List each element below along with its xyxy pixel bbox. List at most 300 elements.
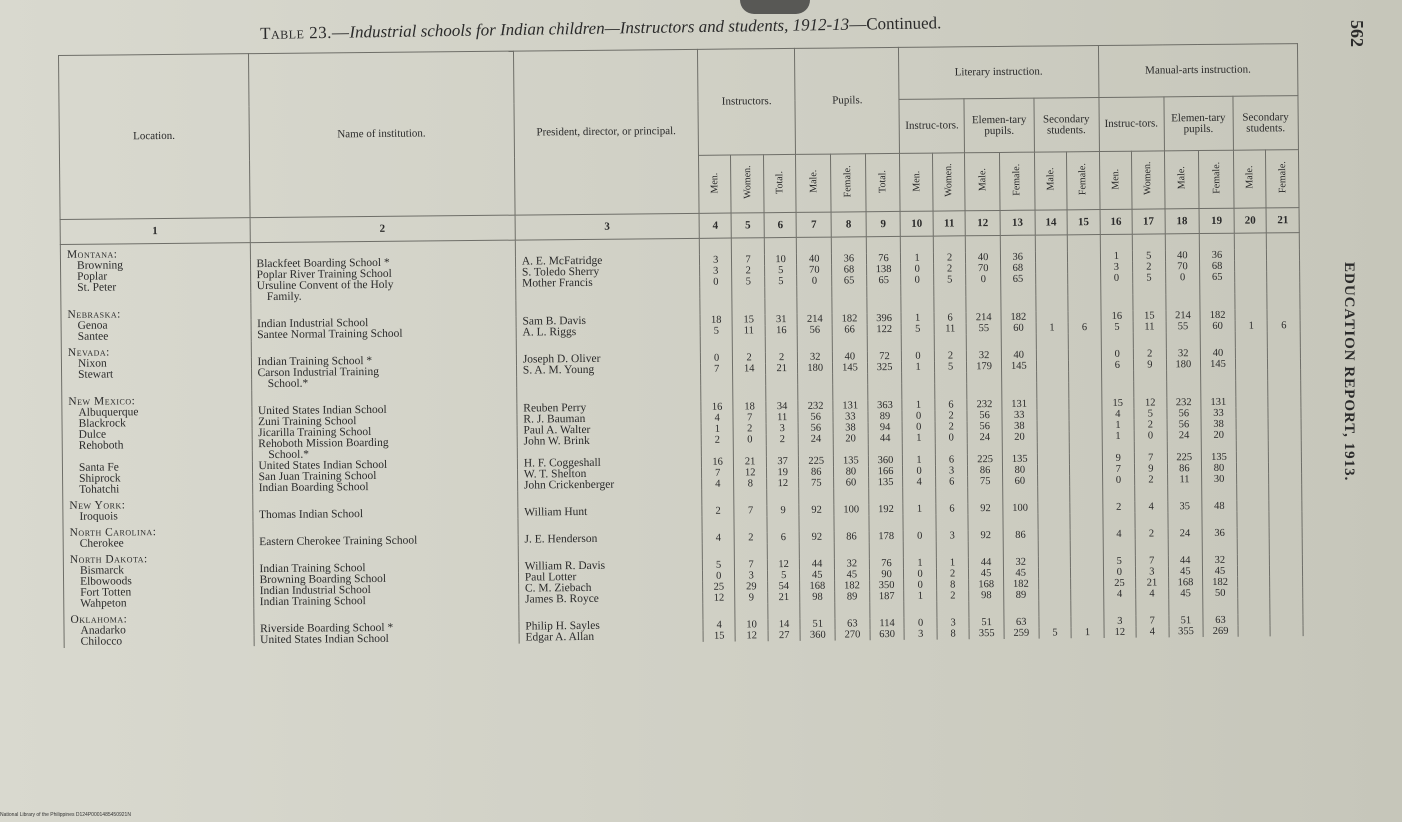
empty-cell [1168, 599, 1203, 615]
value-cell: 65 [1200, 272, 1235, 283]
value-cell: 4 [1103, 589, 1136, 600]
empty-cell [1070, 540, 1103, 556]
empty-cell [1202, 539, 1237, 555]
empty-cell [1101, 371, 1134, 382]
president-name: Sam B. Davis [516, 315, 700, 328]
value-cell: 1 [1036, 322, 1069, 333]
column-number: 6 [764, 212, 797, 237]
value-cell: 36 [1202, 528, 1237, 539]
value-cell: 630 [870, 629, 905, 640]
value-cell: 3 [937, 617, 970, 628]
empty-cell [1103, 540, 1136, 556]
value-cell: 44 [868, 433, 903, 444]
value-cell: 80 [1002, 465, 1037, 476]
value-cell: 1 [902, 400, 935, 411]
empty-cell [1201, 370, 1236, 381]
empty-cell [901, 236, 934, 253]
value-cell: 24 [1167, 430, 1202, 441]
value-cell: 350 [869, 580, 904, 591]
empty-cell [1201, 441, 1236, 452]
value-cell [1037, 409, 1070, 420]
value-cell [1070, 529, 1103, 540]
value-cell [1237, 587, 1270, 598]
value-cell: 0 [1165, 272, 1200, 283]
column-number: 14 [1035, 210, 1068, 235]
empty-cell [1003, 541, 1038, 557]
value-cell: 45 [1168, 566, 1203, 577]
value-cell: 33 [1201, 408, 1236, 419]
value-cell: 20 [1201, 430, 1236, 441]
empty-cell [1135, 512, 1168, 528]
value-cell: 12 [767, 478, 800, 489]
value-cell: 32 [967, 350, 1002, 361]
subheader-total: Total. [763, 154, 796, 212]
value-cell: 5 [901, 324, 934, 335]
header-literary: Literary instruction. [899, 46, 1099, 100]
value-cell: 12 [734, 467, 767, 478]
value-cell: 145 [1001, 361, 1036, 372]
value-cell: 1 [903, 433, 936, 444]
empty-cell [901, 286, 934, 297]
value-cell: 76 [866, 253, 901, 264]
value-cell: 2 [766, 434, 799, 445]
empty-cell [797, 237, 832, 254]
value-cell: 225 [968, 454, 1003, 465]
value-cell [1234, 249, 1267, 260]
value-cell: 16 [701, 457, 734, 468]
value-cell [1235, 358, 1268, 369]
empty-cell [799, 489, 834, 505]
value-cell: 1 [936, 557, 969, 568]
value-cell [1035, 251, 1068, 262]
value-cell: 1 [903, 455, 936, 466]
empty-cell [733, 385, 766, 401]
empty-cell [831, 237, 866, 254]
value-cell: 94 [868, 422, 903, 433]
empty-cell [1069, 442, 1102, 453]
empty-cell [519, 604, 703, 622]
value-cell: 20 [1002, 432, 1037, 443]
subheader-men: Men. [900, 153, 933, 211]
value-cell: 3 [735, 570, 768, 581]
empty-cell [1036, 333, 1069, 349]
empty-cell [1000, 235, 1035, 252]
empty-cell [934, 334, 967, 350]
value-cell: 24 [1168, 528, 1203, 539]
empty-cell [867, 297, 902, 313]
empty-cell [968, 514, 1003, 530]
empty-cell [1035, 284, 1068, 295]
value-cell: 8 [936, 579, 969, 590]
value-cell: 18 [700, 315, 733, 326]
value-cell: 178 [869, 531, 904, 542]
value-cell: 65 [1001, 274, 1036, 285]
value-cell: 80 [834, 466, 869, 477]
value-cell: 32 [834, 558, 869, 569]
value-cell: 1 [1071, 627, 1104, 638]
empty-cell [1035, 295, 1068, 311]
value-cell: 0 [904, 569, 937, 580]
value-cell [1238, 614, 1271, 625]
value-cell: 48 [1202, 501, 1237, 512]
value-cell: 10 [735, 619, 768, 630]
value-cell: 4 [1136, 588, 1169, 599]
value-cell: 135 [833, 455, 868, 466]
value-cell: 182 [1001, 312, 1036, 323]
empty-cell [936, 541, 969, 557]
header-man-secondary: Secondary students. [1233, 96, 1299, 151]
value-cell: 9 [1135, 463, 1168, 474]
value-cell: 2 [733, 423, 766, 434]
value-cell: 3 [936, 530, 969, 541]
empty-cell [734, 489, 767, 505]
empty-cell [1269, 484, 1302, 500]
location-name: Shiprock [63, 472, 253, 485]
value-cell: 16 [701, 402, 734, 413]
empty-cell [1236, 380, 1269, 396]
value-cell: 7 [701, 468, 734, 479]
value-cell: 114 [870, 618, 905, 629]
subheader-male: Male. [796, 154, 831, 212]
subheader-male: Male. [1034, 152, 1067, 210]
value-cell [1070, 502, 1103, 513]
empty-cell [518, 544, 702, 562]
value-cell [1267, 249, 1300, 260]
value-cell: 0 [966, 274, 1001, 285]
value-cell: 51 [800, 619, 835, 630]
empty-cell [867, 373, 902, 384]
value-cell: 9 [735, 592, 768, 603]
value-cell: 11 [1167, 474, 1202, 485]
value-cell: 40 [966, 252, 1001, 263]
value-cell: 2 [1133, 261, 1166, 272]
value-cell: 89 [835, 591, 870, 602]
value-cell [1070, 556, 1103, 567]
empty-cell [1269, 511, 1302, 527]
value-cell: 63 [1203, 615, 1238, 626]
president-name: Mother Francis [516, 277, 700, 290]
location-name: Santee [61, 330, 251, 343]
subheader-female: Female. [1067, 152, 1100, 210]
president-name: R. J. Bauman [517, 413, 701, 426]
empty-cell [1101, 382, 1134, 398]
empty-cell [1238, 598, 1271, 614]
empty-cell [1237, 538, 1270, 554]
subheader-men: Men. [698, 155, 731, 213]
value-cell: 89 [1004, 590, 1039, 601]
value-cell: 3 [1104, 616, 1137, 627]
value-cell: 25 [1103, 578, 1136, 589]
value-cell: 2 [936, 568, 969, 579]
value-cell: 6 [1101, 360, 1134, 371]
value-cell: 45 [1168, 588, 1203, 599]
value-cell: 5 [1039, 627, 1072, 638]
value-cell: 32 [1003, 557, 1038, 568]
empty-cell [1002, 383, 1037, 399]
institution-name: United States Indian School [251, 404, 516, 418]
value-cell [1037, 464, 1070, 475]
value-cell: 16 [765, 325, 798, 336]
empty-cell [1270, 598, 1303, 614]
empty-cell [1202, 485, 1237, 501]
location-name: Wahpeton [64, 597, 254, 610]
empty-cell [700, 337, 733, 353]
empty-cell [799, 516, 834, 532]
empty-cell [968, 487, 1003, 503]
header-lit-secondary: Secondary students. [1034, 98, 1099, 153]
value-cell: 14 [733, 363, 766, 374]
empty-cell [766, 445, 799, 456]
state-name: New Mexico: [62, 390, 252, 408]
value-cell: 21 [734, 456, 767, 467]
empty-cell [1200, 283, 1235, 294]
president-name: John W. Brink [517, 435, 701, 448]
value-cell [1069, 360, 1102, 371]
location-name: Nixon [61, 357, 251, 370]
value-cell [1238, 625, 1271, 636]
state-name: Nebraska: [61, 303, 251, 321]
header-pupils: Pupils. [795, 47, 900, 154]
empty-cell [967, 383, 1002, 399]
empty-cell [1234, 233, 1267, 250]
empty-cell [868, 488, 903, 504]
value-cell: 2 [1135, 528, 1168, 539]
column-number: 13 [1000, 210, 1035, 235]
empty-cell [765, 287, 798, 298]
value-cell: 29 [735, 581, 768, 592]
value-cell [1036, 360, 1069, 371]
value-cell: 54 [767, 581, 800, 592]
value-cell: 325 [867, 362, 902, 373]
value-cell: 0 [734, 434, 767, 445]
value-cell: 6 [767, 532, 800, 543]
header-manual: Manual-arts instruction. [1098, 44, 1298, 98]
value-cell: 33 [833, 411, 868, 422]
value-cell: 56 [967, 410, 1002, 421]
value-cell: 1 [901, 313, 934, 324]
value-cell: 45 [1203, 566, 1238, 577]
empty-cell [1236, 440, 1269, 451]
value-cell: 24 [799, 434, 834, 445]
value-cell [1037, 420, 1070, 431]
value-cell: 100 [834, 504, 869, 515]
value-cell: 5 [1132, 250, 1165, 261]
empty-cell [767, 543, 800, 559]
value-cell: 80 [1202, 463, 1237, 474]
subheader-male: Male. [965, 152, 1000, 210]
empty-cell [832, 297, 867, 313]
president-name: Edgar A. Allan [519, 631, 703, 644]
value-cell: 4 [702, 533, 735, 544]
value-cell: 5 [1133, 272, 1166, 283]
value-cell [1269, 451, 1302, 462]
value-cell: 6 [1267, 320, 1300, 331]
value-cell: 1 [904, 591, 937, 602]
value-cell: 2 [765, 352, 798, 363]
value-cell: 60 [1003, 476, 1038, 487]
value-cell: 2 [733, 352, 766, 363]
institution-name-continued: Family. [250, 290, 515, 304]
value-cell: 11 [1133, 321, 1166, 332]
value-cell: 12 [767, 559, 800, 570]
value-cell: 51 [969, 617, 1004, 628]
empty-cell [968, 443, 1003, 454]
value-cell [1268, 429, 1301, 440]
value-cell: 45 [1003, 568, 1038, 579]
empty-cell [1002, 372, 1037, 383]
empty-cell [1004, 601, 1039, 617]
value-cell: 86 [834, 531, 869, 542]
value-cell: 0 [1101, 349, 1134, 360]
empty-cell [832, 335, 867, 351]
empty-cell [1037, 442, 1070, 453]
value-cell [1237, 554, 1270, 565]
value-cell: 68 [1000, 263, 1035, 274]
empty-cell [868, 444, 903, 455]
header-instructors: Instructors. [697, 48, 795, 155]
value-cell [1069, 420, 1102, 431]
value-cell [1267, 260, 1300, 271]
empty-cell [515, 238, 699, 256]
value-cell: 6 [935, 454, 968, 465]
value-cell: 131 [1201, 397, 1236, 408]
value-cell: 0 [903, 531, 936, 542]
institution-name-continued: School.* [251, 377, 516, 391]
empty-cell [934, 285, 967, 296]
value-cell: 51 [1168, 615, 1203, 626]
location-name: Blackrock [62, 417, 252, 430]
location-name: Bismarck [63, 564, 253, 577]
value-cell [1038, 529, 1071, 540]
value-cell: 135 [1002, 454, 1037, 465]
empty-cell [1038, 600, 1071, 616]
column-number: 16 [1100, 209, 1133, 234]
value-cell: 6 [935, 476, 968, 487]
empty-cell [734, 445, 767, 456]
value-cell: 40 [1165, 250, 1200, 261]
value-cell: 2 [1133, 348, 1166, 359]
empty-cell [1168, 539, 1203, 555]
table-body [60, 233, 1303, 648]
value-cell: 1 [701, 424, 734, 435]
value-cell: 45 [969, 568, 1004, 579]
value-cell: 360 [800, 630, 835, 641]
empty-cell [966, 235, 1001, 252]
empty-cell [1069, 382, 1102, 398]
empty-cell [518, 490, 702, 508]
value-cell: 40 [832, 351, 867, 362]
value-cell: 5 [1103, 556, 1136, 567]
value-cell: 182 [832, 313, 867, 324]
empty-cell [967, 334, 1002, 350]
empty-cell [869, 542, 904, 558]
location-name: St. Peter [61, 281, 251, 294]
value-cell: 31 [765, 314, 798, 325]
empty-cell [1133, 332, 1166, 348]
table-title: Table 23.—Industrial schools for Indian children—Instructors and students, 1912-13—Continued. [260, 13, 942, 43]
value-cell: 8 [734, 478, 767, 489]
value-cell: 232 [798, 401, 833, 412]
empty-cell [1235, 369, 1268, 380]
value-cell: 4 [1102, 409, 1135, 420]
value-cell: 0 [797, 276, 832, 287]
empty-cell [702, 544, 735, 560]
empty-cell [1200, 332, 1235, 348]
empty-cell [902, 384, 935, 400]
column-number: 7 [796, 212, 831, 237]
value-cell: 5 [700, 326, 733, 337]
value-cell: 168 [969, 579, 1004, 590]
value-cell [1237, 565, 1270, 576]
empty-cell [901, 297, 934, 313]
institution-name: Eastern Cherokee Training School [253, 535, 518, 549]
value-cell [1268, 396, 1301, 407]
value-cell: 270 [835, 629, 870, 640]
empty-cell [1036, 371, 1069, 382]
empty-cell [869, 602, 904, 618]
value-cell: 180 [1166, 359, 1201, 370]
president-name: A. E. McFatridge [515, 255, 699, 268]
empty-cell [798, 374, 833, 385]
empty-cell [765, 298, 798, 314]
value-cell: 2 [1102, 502, 1135, 513]
empty-cell [1200, 294, 1235, 310]
empty-cell [516, 337, 700, 355]
value-cell: 131 [1002, 399, 1037, 410]
location-name: Anadarko [64, 624, 254, 637]
value-cell [1069, 431, 1102, 442]
column-number: 8 [831, 212, 866, 237]
value-cell: 0 [904, 618, 937, 629]
empty-cell [1268, 369, 1301, 380]
value-cell: 36 [1000, 252, 1035, 263]
empty-cell [832, 286, 867, 297]
value-cell: 60 [1200, 321, 1235, 332]
value-cell [1068, 273, 1101, 284]
value-cell: 86 [1167, 463, 1202, 474]
empty-cell [1069, 371, 1102, 382]
value-cell: 25 [703, 582, 736, 593]
value-cell: 55 [966, 323, 1001, 334]
empty-cell [732, 238, 765, 255]
empty-cell [700, 288, 733, 299]
value-cell: 7 [700, 364, 733, 375]
president-name: Paul A. Walter [517, 424, 701, 437]
value-cell: 19 [766, 467, 799, 478]
president-name: Reuben Perry [517, 402, 701, 415]
location-name: Iroquois [63, 510, 253, 523]
location-name: Chilocco [64, 635, 254, 648]
empty-cell [797, 287, 832, 298]
subheader-total: Total. [865, 153, 900, 211]
value-cell: 0 [1102, 475, 1135, 486]
value-cell: 38 [1002, 421, 1037, 432]
institution-name: United States Indian School [254, 633, 519, 647]
value-cell: 6 [934, 312, 967, 323]
empty-cell [1235, 293, 1268, 309]
empty-cell [1203, 599, 1238, 615]
empty-cell [935, 383, 968, 399]
empty-cell [733, 336, 766, 352]
empty-cell [937, 601, 970, 617]
value-cell: 60 [1001, 323, 1036, 334]
value-cell: 56 [967, 421, 1002, 432]
value-cell: 12 [1134, 397, 1167, 408]
value-cell: 1 [1102, 420, 1135, 431]
value-cell: 70 [1165, 261, 1200, 272]
institution-name: Indian Industrial School [253, 584, 518, 598]
empty-cell [1235, 282, 1268, 293]
